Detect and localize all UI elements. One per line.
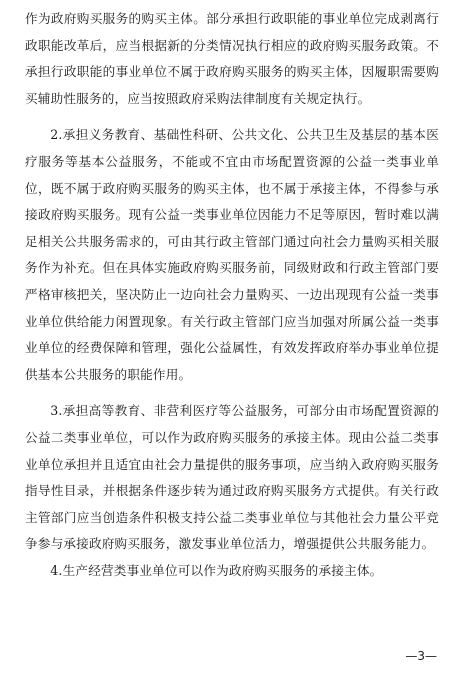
paragraph-item-4: 4.生产经营类事业单位可以作为政府购买服务的承接主体。 xyxy=(50,562,383,578)
paragraph-continued: 作为政府购买服务的购买主体。部分承担行政职能的事业单位完成剥离行政职能改革后，应当根据新的分类情况执行相应的政府购买服务政策。不承担行政职能的事业单位不属于政府购买服务的购买主体，因履职需要购买辅助性服务的，应当按照政府采购法律制度有关规定执行。 xyxy=(25,11,439,106)
page-number: —3— xyxy=(405,649,437,663)
paragraph-item-2: 2.承担义务教育、基础性科研、公共文化、公共卫生及基层的基本医疗服务等基本公益服务，不能或不宜由市场配置资源的公益一类事业单位，既不属于政府购买服务的购买主体，也不属于承接主体，不得参与承接政府购买服务。现有公益一类事业单位因能力不足等原因，暂时难以满足相关公共服务需求的，可由其行政主管部门通过向社会力量购买相关服务作为补充。但在具体实施政府购买服务前，同级财政和行政主管部门要严格审核把关，坚决防止一边向社会力量购买、一边出现现有公益一类事业单位供给能力闲置现象。有关行政主管部门应当加强对所属公益一类事业单位的经费保障和管理，强化公益属性，有效发挥政府举办事业单位提供基本公共服务的职能作用。 xyxy=(25,127,439,382)
body-text xyxy=(25,6,439,584)
paragraph-item-3: 3.承担高等教育、非营利医疗等公益服务，可部分由市场配置资源的公益二类事业单位，可以作为政府购买服务的承接主体。现由公益二类事业单位承担并且适宜由社会力量提供的服务事项，应当纳入政府购买服务指导性目录，并根据条件逐步转为通过政府购买服务方式提供。有关行政主管部门应当创造条件积极支持公益二类事业单位与其他社会力量公平竞争参与承接政府购买服务，激发事业单位活力，增强提供公共服务能力。 xyxy=(25,403,439,552)
